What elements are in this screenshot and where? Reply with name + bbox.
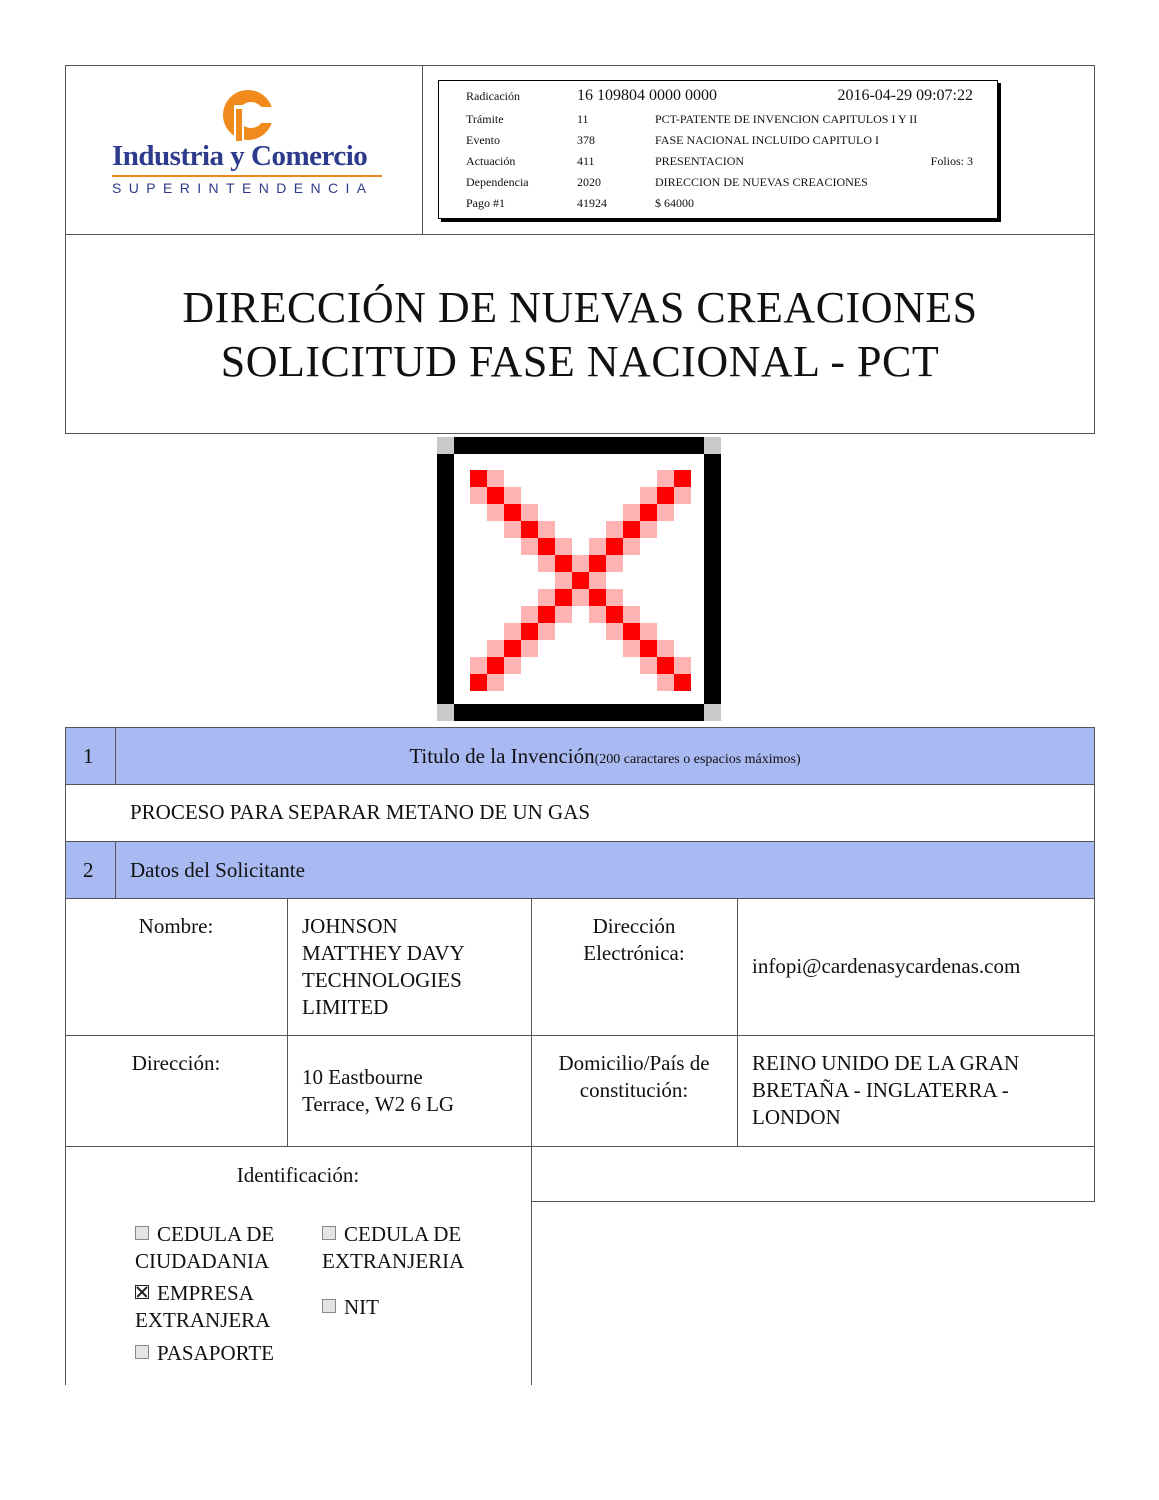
option-pasaporte[interactable] (135, 1340, 274, 1367)
option-label: CIUDADANIA (135, 1249, 270, 1273)
table-border (531, 1201, 1095, 1202)
checkbox-icon[interactable] (135, 1226, 149, 1240)
x-pixel (538, 623, 555, 640)
x-pixel (504, 623, 521, 640)
x-pixel (487, 657, 504, 674)
x-pixel (555, 538, 572, 555)
checkbox-icon[interactable] (322, 1299, 336, 1313)
x-pixel (606, 555, 623, 572)
x-pixel (555, 589, 572, 606)
applicant-name-line: TECHNOLOGIES (302, 968, 462, 992)
checked-checkbox-icon[interactable] (135, 1285, 149, 1299)
stamp-code: 378 (577, 133, 595, 147)
applicant-country (752, 1050, 1092, 1131)
stamp-label: Dependencia (466, 175, 529, 189)
stamp-code: 411 (577, 154, 595, 168)
x-pixel (487, 487, 504, 504)
x-pixel (538, 589, 555, 606)
x-pixel (606, 623, 623, 640)
x-pixel (589, 606, 606, 623)
applicant-name-line: LIMITED (302, 995, 389, 1019)
x-pixel (623, 521, 640, 538)
table-border (287, 898, 288, 1146)
option-nit[interactable] (322, 1294, 379, 1321)
domicilio-label-line: constitución: (579, 1078, 689, 1102)
section1-heading: Titulo de la Invención (409, 744, 595, 768)
x-pixel (640, 657, 657, 674)
x-pixel (657, 470, 674, 487)
x-pixel (589, 572, 606, 589)
option-empresa-extranjera[interactable] (135, 1280, 270, 1334)
x-pixel (640, 623, 657, 640)
x-pixel (521, 606, 538, 623)
option-label: NIT (344, 1295, 379, 1319)
x-pixel (657, 674, 674, 691)
stamp-label: Radicación (466, 89, 520, 103)
section1-number: 1 (83, 744, 94, 768)
x-pixel (572, 572, 589, 589)
filing-stamp (438, 80, 998, 219)
sic-logo (100, 82, 400, 207)
x-pixel (606, 538, 623, 555)
placeholder-corner (437, 437, 454, 454)
option-label: PASAPORTE (157, 1341, 275, 1365)
stamp-code: 2020 (577, 175, 601, 189)
stamp-label: Evento (466, 133, 500, 147)
option-cedula-extranjeria[interactable] (322, 1221, 464, 1275)
placeholder-corner (704, 437, 721, 454)
table-border (737, 898, 738, 1146)
x-pixel (504, 504, 521, 521)
x-pixel (487, 640, 504, 657)
applicant-country-line: REINO UNIDO DE LA GRAN (752, 1051, 1020, 1075)
direccion-label: Dirección: (131, 1051, 221, 1075)
x-pixel (470, 674, 487, 691)
x-pixel (640, 640, 657, 657)
applicant-address-line: 10 Eastbourne (302, 1065, 423, 1089)
table-border (1094, 898, 1095, 1202)
table-border (65, 1146, 1095, 1147)
x-pixel (674, 470, 691, 487)
stamp-description: $ 64000 (655, 196, 694, 210)
placeholder-canvas (454, 454, 704, 704)
stamp-description: PCT-PATENTE DE INVENCION CAPITULOS I Y II (655, 112, 918, 126)
applicant-address (302, 1064, 527, 1118)
option-label: CEDULA DE (344, 1222, 462, 1246)
x-pixel (504, 640, 521, 657)
x-pixel (538, 538, 555, 555)
option-label: EMPRESA (157, 1281, 254, 1305)
option-label: CEDULA DE (157, 1222, 275, 1246)
email-label (531, 913, 737, 967)
stamp-code: 11 (577, 112, 589, 126)
stamp-folios: Folios: 3 (930, 154, 973, 168)
x-pixel (555, 606, 572, 623)
x-pixel (657, 504, 674, 521)
applicant-country-line: BRETAÑA - INGLATERRA - (752, 1078, 1009, 1102)
document-title-line2: SOLICITUD FASE NACIONAL - PCT (220, 337, 940, 386)
stamp-radicacion-number: 16 109804 0000 0000 (577, 87, 717, 104)
x-pixel (504, 521, 521, 538)
x-pixel (640, 487, 657, 504)
x-pixel (504, 657, 521, 674)
applicant-country-line: LONDON (752, 1105, 841, 1129)
checkbox-icon[interactable] (322, 1226, 336, 1240)
x-pixel (555, 555, 572, 572)
x-pixel (521, 538, 538, 555)
stamp-label: Actuación (466, 154, 516, 168)
x-pixel (589, 538, 606, 555)
x-pixel (487, 674, 504, 691)
nombre-label: Nombre: (138, 914, 214, 938)
applicant-address-line: Terrace, W2 6 LG (302, 1092, 455, 1116)
x-pixel (674, 487, 691, 504)
stamp-description: PRESENTACION (655, 154, 745, 168)
section2-number: 2 (83, 858, 94, 882)
x-pixel (470, 487, 487, 504)
x-pixel (640, 504, 657, 521)
document-title-box (65, 234, 1095, 434)
x-pixel (504, 487, 521, 504)
missing-image-placeholder (437, 437, 721, 721)
x-pixel (657, 640, 674, 657)
table-border (531, 898, 532, 1385)
placeholder-corner (704, 704, 721, 721)
x-pixel (521, 640, 538, 657)
table-border (65, 898, 66, 1385)
stamp-label: Pago #1 (466, 196, 505, 210)
x-pixel (657, 487, 674, 504)
stamp-label: Trámite (466, 112, 504, 126)
email-label-line: Electrónica: (583, 941, 685, 965)
section1-note: (200 caractares o espacios máximos) (594, 752, 801, 767)
x-pixel (538, 606, 555, 623)
x-pixel (572, 589, 589, 606)
email-label-line: Dirección (592, 914, 676, 938)
header-divider (422, 65, 423, 235)
x-pixel (521, 504, 538, 521)
domicilio-label-line: Domicilio/País de (558, 1051, 710, 1075)
x-pixel (470, 657, 487, 674)
checkbox-icon[interactable] (135, 1345, 149, 1359)
x-pixel (521, 521, 538, 538)
x-pixel (674, 657, 691, 674)
x-pixel (657, 657, 674, 674)
x-pixel (470, 470, 487, 487)
x-pixel (538, 555, 555, 572)
x-pixel (606, 589, 623, 606)
x-pixel (606, 521, 623, 538)
sic-logo-icon (212, 87, 274, 143)
stamp-description: DIRECCION DE NUEVAS CREACIONES (655, 175, 868, 189)
identificacion-label: Identificación: (236, 1163, 360, 1187)
x-pixel (538, 521, 555, 538)
x-pixel (674, 674, 691, 691)
stamp-description: FASE NACIONAL INCLUIDO CAPITULO I (655, 133, 879, 147)
applicant-email: infopi@cardenasycardenas.com (752, 954, 1021, 978)
x-pixel (487, 470, 504, 487)
x-pixel (623, 538, 640, 555)
x-pixel (555, 572, 572, 589)
option-cedula-ciudadania[interactable] (135, 1221, 274, 1275)
logo-name: Industria y Comercio (112, 140, 368, 172)
table-border (65, 1035, 1095, 1036)
logo-subtitle: SUPERINTENDENCIA (112, 180, 374, 196)
applicant-name-line: MATTHEY DAVY (302, 941, 465, 965)
applicant-name (302, 913, 527, 1021)
x-pixel (572, 555, 589, 572)
x-pixel (487, 504, 504, 521)
invention-title: PROCESO PARA SEPARAR METANO DE UN GAS (130, 800, 591, 824)
section2-heading: Datos del Solicitante (130, 858, 305, 882)
domicilio-label (531, 1050, 737, 1104)
x-pixel (606, 606, 623, 623)
x-pixel (640, 521, 657, 538)
x-pixel (521, 623, 538, 640)
section1-heading-wrap (115, 743, 1095, 773)
option-label: EXTRANJERA (135, 1308, 271, 1332)
x-pixel (589, 555, 606, 572)
applicant-name-line: JOHNSON (302, 914, 398, 938)
x-pixel (623, 640, 640, 657)
divider (115, 841, 116, 899)
broken-image-x-icon (454, 454, 704, 704)
placeholder-corner (437, 704, 454, 721)
x-pixel (589, 589, 606, 606)
option-label: EXTRANJERIA (322, 1249, 465, 1273)
stamp-code: 41924 (577, 196, 607, 210)
stamp-datetime: 2016-04-29 09:07:22 (837, 87, 973, 104)
x-pixel (623, 606, 640, 623)
document-title-line1: DIRECCIÓN DE NUEVAS CREACIONES (182, 283, 978, 332)
logo-rule (112, 175, 382, 177)
x-pixel (623, 623, 640, 640)
x-pixel (623, 504, 640, 521)
